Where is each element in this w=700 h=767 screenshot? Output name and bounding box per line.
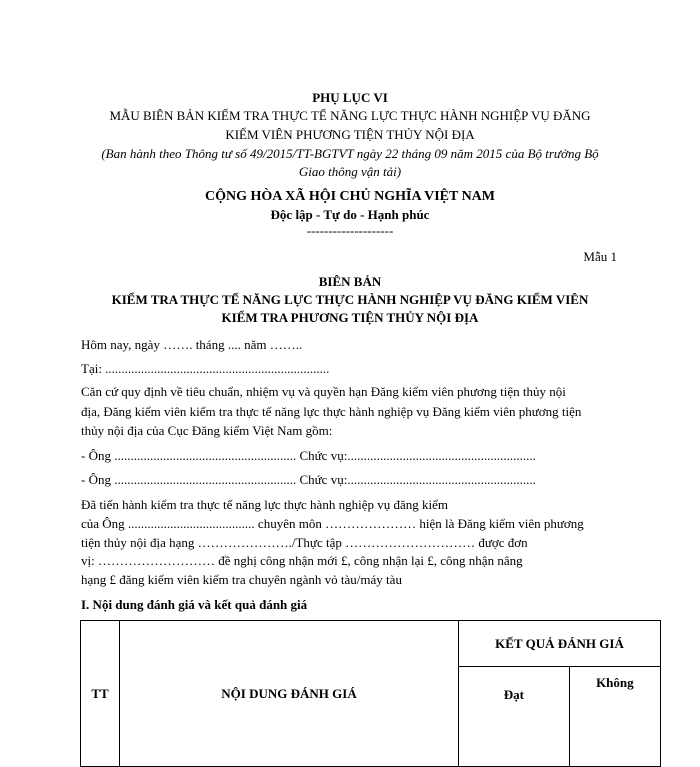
basis-line-3: thủy nội địa của Cục Đăng kiểm Việt Nam gồm:: [81, 423, 333, 438]
basis-line-2: địa, Đăng kiểm viên kiểm tra thực tế năng lực thực hành nghiệp vụ Đăng kiểm viên phương tiện: [81, 404, 582, 419]
conduct-line-3: tiện thủy nội địa hạng …………………./Thực tập ………………………… được đơn: [81, 535, 528, 550]
table-header-no: TT: [81, 621, 120, 767]
record-subtitle-line-2: KIỂM TRA PHƯƠNG TIỆN THỦY NỘI ĐỊA: [221, 310, 479, 325]
table-header-result: KẾT QUẢ ĐÁNH GIÁ: [459, 621, 661, 667]
inspector-line-2: - Ông ........................................................ Chức vụ:..........................................................: [81, 472, 536, 487]
country-name: CỘNG HÒA XÃ HỘI CHỦ NGHĨA VIỆT NAM: [204, 189, 495, 204]
place-line: Tại: .....................................................................: [81, 361, 330, 376]
record-title: BIÊN BẢN: [318, 274, 382, 289]
conduct-line-5: hạng £ đăng kiểm viên kiểm tra chuyên ngành vỏ tàu/máy tàu: [81, 572, 402, 587]
conduct-line-2: của Ông ....................................... chuyên môn ………………… hiện là Đăng kiểm viên phương: [81, 516, 584, 531]
basis-line-1: Căn cứ quy định về tiêu chuẩn, nhiệm vụ và quyền hạn Đăng kiểm viên phương tiện thủy nội: [81, 384, 566, 399]
conduct-line-1: Đã tiến hành kiểm tra thực tế năng lực thực hành nghiệp vụ đăng kiểm: [81, 497, 448, 512]
document-title-line-1: MẪU BIÊN BẢN KIỂM TRA THỰC TẾ NĂNG LỰC THỰC HÀNH NGHIỆP VỤ ĐĂNG: [109, 108, 591, 123]
table-header-pass: Đạt: [459, 667, 570, 767]
table-header-content: NỘI DUNG ĐÁNH GIÁ: [120, 621, 459, 767]
appendix-heading: PHỤ LỤC VI: [312, 90, 388, 105]
conduct-line-4: vị: ……………………… đề nghị công nhận mới £, công nhận lại £, công nhận nâng: [81, 553, 523, 568]
date-line: Hôm nay, ngày ……. tháng .... năm ……..: [81, 337, 303, 352]
document-title-line-2: KIỂM VIÊN PHƯƠNG TIỆN THỦY NỘI ĐỊA: [225, 127, 475, 142]
evaluation-table: [80, 620, 661, 767]
form-code: Mẫu 1: [583, 249, 617, 264]
motto-divider: --------------------: [306, 223, 394, 238]
record-subtitle-line-1: KIỂM TRA THỰC TẾ NĂNG LỰC THỰC HÀNH NGHIỆP VỤ ĐĂNG KIỂM VIÊN: [111, 292, 589, 307]
national-motto: Độc lập - Tự do - Hạnh phúc: [270, 207, 430, 222]
issuance-note-line-2: Giao thông vận tải): [298, 164, 402, 179]
issuance-note-line-1: (Ban hành theo Thông tư số 49/2015/TT-BGTVT ngày 22 tháng 09 năm 2015 của Bộ trưởng Bộ: [101, 146, 599, 161]
inspector-line-1: - Ông ........................................................ Chức vụ:..........................................................: [81, 448, 536, 463]
table-header-fail: Không: [569, 667, 660, 767]
section-1-title: I. Nội dung đánh giá và kết quả đánh giá: [81, 597, 308, 612]
